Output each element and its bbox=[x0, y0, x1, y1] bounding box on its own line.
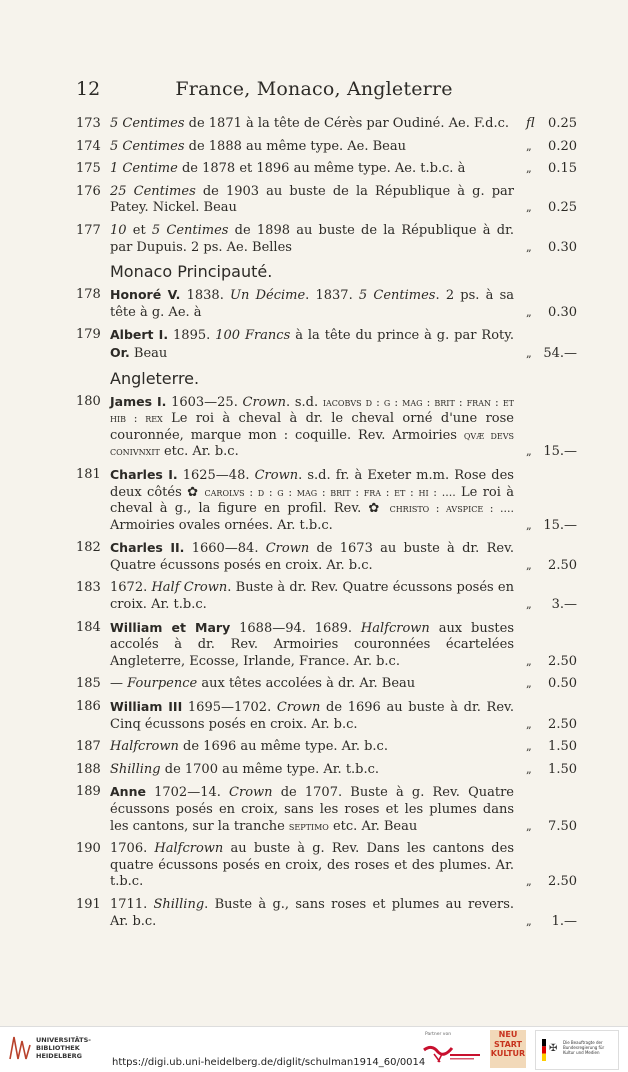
coin-denomination: Half Crown bbox=[151, 580, 228, 596]
currency-mark: „ bbox=[526, 598, 532, 612]
lot-number: 188 bbox=[76, 761, 101, 777]
description-text: christo : avspice : .... bbox=[389, 502, 514, 516]
lot-description bbox=[110, 116, 514, 133]
description-text: 1706. bbox=[110, 841, 155, 857]
lot-price: 0.50 bbox=[548, 676, 577, 692]
description-text: à la tête du prince à g. par Roty. bbox=[290, 328, 514, 344]
currency-mark: fl bbox=[526, 116, 535, 131]
description-text: aux têtes accolées à dr. Ar. Beau bbox=[197, 676, 416, 692]
currency-mark: „ bbox=[526, 819, 532, 833]
ruler-name: Anne bbox=[110, 784, 146, 800]
coin-denomination: Crown bbox=[276, 700, 321, 716]
coin-denomination: Halfcrown bbox=[154, 841, 224, 857]
coin-denomination: 5 Centimes bbox=[110, 138, 185, 154]
description-text: . s.d. fr. à Exeter m.m. Rose des deux côtés ✿ bbox=[110, 467, 514, 500]
catalog-entry bbox=[0, 116, 628, 133]
description-text: carolvs : d : g : mag : brit : fra : et : hi : .... bbox=[204, 485, 456, 499]
description-text: 1895. bbox=[168, 328, 216, 344]
lot-price: 7.50 bbox=[548, 818, 577, 834]
currency-mark: „ bbox=[526, 305, 532, 319]
description-text: 1702—14. bbox=[145, 785, 230, 801]
description-text: 1625—48. bbox=[177, 467, 255, 483]
description-text: 1660—84. bbox=[184, 541, 266, 557]
catalog-entry bbox=[0, 841, 628, 891]
coin-denomination: 5 Centimes bbox=[151, 222, 229, 238]
description-text: iacobvs d : g : mag : brit : fran : et hib : rex bbox=[110, 395, 514, 426]
lot-price: 3.— bbox=[551, 597, 577, 613]
currency-mark: „ bbox=[526, 162, 532, 176]
neustart-kultur-logo[interactable] bbox=[490, 1030, 526, 1068]
lot-price: 0.25 bbox=[548, 116, 577, 131]
ruler-name: Or. bbox=[110, 344, 130, 360]
description-text: de 1696 au même type. Ar. b.c. bbox=[178, 739, 388, 755]
lot-price: 2.50 bbox=[548, 716, 577, 732]
lot-price: 1.50 bbox=[548, 761, 577, 777]
description-text: de 1888 au même type. Ae. Beau bbox=[184, 138, 406, 154]
german-flag-icon bbox=[542, 1039, 546, 1061]
currency-mark: „ bbox=[526, 201, 532, 215]
lot-price: 1.50 bbox=[548, 739, 577, 755]
lot-number: 175 bbox=[76, 161, 101, 177]
catalog-entry bbox=[0, 184, 628, 217]
currency-mark: „ bbox=[526, 740, 532, 754]
lot-price: 2.50 bbox=[548, 653, 577, 669]
description-text: de 1700 au même type. Ar. t.b.c. bbox=[160, 761, 380, 777]
currency-mark: „ bbox=[526, 762, 532, 776]
lot-description bbox=[110, 394, 514, 461]
lot-number: 177 bbox=[76, 222, 101, 238]
currency-mark: „ bbox=[526, 445, 532, 459]
catalog-entry bbox=[0, 327, 628, 362]
description-text: Beau bbox=[129, 345, 168, 361]
description-text: de 1898 au buste de la République à dr. par Dupuis. 2 ps. Ae. Belles bbox=[110, 222, 514, 255]
catalog-entries bbox=[0, 116, 628, 936]
lot-description bbox=[110, 161, 514, 178]
coin-denomination: Un Décime bbox=[230, 288, 306, 304]
page-header bbox=[0, 78, 628, 102]
description-text: etc. Ar. Beau bbox=[328, 818, 418, 834]
lot-number: 174 bbox=[76, 138, 101, 154]
neustart-line-3: KULTUR bbox=[490, 1049, 526, 1058]
description-text: et bbox=[126, 222, 152, 238]
description-text: de 1696 au buste à dr. Rev. Cinq écussons posés en croix. Ar. b.c. bbox=[110, 700, 514, 732]
page-number: 12 bbox=[76, 78, 101, 100]
description-text: 1695—1702. bbox=[182, 700, 277, 716]
federal-government-logo[interactable] bbox=[535, 1030, 619, 1070]
catalog-entry bbox=[0, 139, 628, 156]
lot-description bbox=[110, 699, 514, 733]
description-text: de 1871 à la tête de Cérès par Oudiné. Ae. F.d.c. bbox=[184, 116, 509, 131]
description-text: Armoiries ovales ornées. Ar. t.b.c. bbox=[110, 517, 333, 533]
lot-number: 182 bbox=[76, 540, 101, 556]
coin-denomination: Shilling bbox=[110, 761, 161, 777]
coin-denomination: Crown bbox=[229, 785, 273, 801]
description-text: . 1837. bbox=[305, 288, 359, 304]
lot-number: 190 bbox=[76, 841, 101, 857]
lot-price: 0.30 bbox=[548, 304, 577, 320]
lot-description bbox=[110, 540, 514, 574]
lot-number: 185 bbox=[76, 676, 101, 692]
currency-mark: „ bbox=[526, 558, 532, 572]
description-text: 1603—25. bbox=[166, 394, 243, 410]
currency-mark: „ bbox=[526, 240, 532, 254]
description-text: etc. Ar. b.c. bbox=[159, 444, 239, 460]
lot-number: 189 bbox=[76, 784, 101, 800]
description-text: . Buste à dr. Rev. Quatre écussons posés en croix. Ar. t.b.c. bbox=[110, 580, 514, 613]
lot-price: 15.— bbox=[543, 444, 577, 460]
page-url[interactable]: https://digi.ub.uni-heidelberg.de/diglit/schulman1914_60/0014 bbox=[112, 1057, 426, 1068]
coin-denomination: 100 Francs bbox=[215, 328, 291, 344]
coin-denomination: Shilling bbox=[153, 896, 205, 912]
catalog-entry bbox=[0, 540, 628, 574]
coin-denomination: Fourpence bbox=[127, 676, 198, 692]
ruler-name: William III bbox=[110, 699, 183, 715]
ruler-name: Albert I. bbox=[110, 327, 169, 343]
catalog-entry bbox=[0, 699, 628, 733]
federal-eagle-icon: ✠ bbox=[549, 1043, 558, 1054]
section-heading: Angleterre. bbox=[110, 368, 200, 388]
ruler-name: James I. bbox=[110, 393, 167, 409]
lot-number: 186 bbox=[76, 699, 101, 715]
currency-mark: „ bbox=[526, 875, 532, 889]
lot-price: 0.20 bbox=[548, 138, 577, 154]
coin-denomination: 25 Centimes bbox=[110, 183, 196, 199]
lot-number: 184 bbox=[76, 619, 101, 635]
lot-price: 0.15 bbox=[548, 161, 577, 177]
viewer-footer bbox=[0, 1026, 628, 1072]
description-text: — bbox=[110, 676, 128, 692]
description-text: Le roi à cheval à dr. le cheval orné d'une rose couronnée, marque mon : coquille. Rev. Armoiries bbox=[110, 411, 514, 443]
catalog-entry bbox=[0, 784, 628, 835]
lot-number: 191 bbox=[76, 896, 101, 912]
lot-number: 179 bbox=[76, 327, 101, 343]
lot-description bbox=[110, 784, 514, 835]
currency-mark: „ bbox=[526, 654, 532, 668]
page-title: France, Monaco, Angleterre bbox=[175, 78, 453, 100]
ruler-name: Charles II. bbox=[110, 540, 185, 556]
coin-denomination: 5 Centimes bbox=[358, 288, 436, 304]
catalog-entry bbox=[0, 287, 628, 321]
lot-description bbox=[110, 184, 514, 217]
ruler-name: Honoré V. bbox=[110, 287, 181, 303]
catalog-entry bbox=[0, 739, 628, 756]
neustart-line-2: START bbox=[493, 1039, 523, 1049]
lot-description bbox=[110, 580, 514, 613]
lot-description bbox=[110, 139, 514, 156]
catalog-entry bbox=[0, 467, 628, 534]
catalog-entry bbox=[0, 897, 628, 930]
lot-number: 181 bbox=[76, 466, 101, 482]
lot-price: 0.30 bbox=[548, 239, 577, 255]
lot-description bbox=[110, 287, 514, 321]
lot-number: 187 bbox=[76, 739, 101, 755]
description-text: qvæ devs conivnxit bbox=[110, 428, 514, 459]
lot-price: 15.— bbox=[543, 517, 577, 533]
coin-denomination: 5 Centimes bbox=[110, 116, 185, 131]
description-text: de 1878 et 1896 au même type. Ae. t.b.c. à bbox=[177, 161, 466, 177]
lot-description bbox=[110, 841, 514, 891]
currency-mark: „ bbox=[526, 139, 532, 153]
lot-description bbox=[110, 467, 514, 534]
currency-mark: „ bbox=[526, 717, 532, 731]
coin-denomination: 10 bbox=[110, 222, 127, 238]
currency-mark: „ bbox=[526, 914, 532, 928]
lot-price: 2.50 bbox=[548, 557, 577, 573]
lot-number: 183 bbox=[76, 580, 101, 596]
university-library-logo-icon[interactable] bbox=[8, 1035, 32, 1061]
description-text: . 2 ps. à sa tête à g. Ae. à bbox=[110, 288, 514, 320]
neustart-line-1: NEU bbox=[498, 1030, 518, 1039]
description-text: de 1707. Buste à g. Rev. Quatre écussons posés en croix, sans les roses et les plumes dans les cantons, sur la tranche bbox=[110, 785, 514, 834]
coin-denomination: Halfcrown bbox=[360, 620, 430, 636]
description-text: de 1673 au buste à dr. Rev. Quatre écussons posés en croix. Ar. b.c. bbox=[110, 541, 514, 573]
description-text: . s.d. bbox=[286, 394, 323, 410]
catalog-entry bbox=[0, 161, 628, 178]
catalog-entry bbox=[0, 394, 628, 461]
description-text: aux bustes accolés à dr. Rev. Armoiries couronnées écartelées Angleterre, Ecosse, Irlande, France. Ar. b.c. bbox=[110, 620, 514, 669]
description-text: . Buste à g., sans roses et plumes au revers. Ar. b.c. bbox=[110, 896, 514, 929]
lot-price: 2.50 bbox=[548, 874, 577, 890]
currency-mark: „ bbox=[526, 677, 532, 691]
catalog-entry bbox=[0, 620, 628, 671]
lot-description bbox=[110, 223, 514, 256]
lot-description bbox=[110, 897, 514, 930]
description-text: 1711. bbox=[110, 896, 154, 912]
description-text: septimo bbox=[288, 819, 329, 833]
partner-logo-icon[interactable] bbox=[420, 1040, 482, 1064]
lot-number: 173 bbox=[76, 116, 101, 131]
library-name: UNIVERSITÄTS- BIBLIOTHEK HEIDELBERG bbox=[36, 1036, 91, 1060]
section-heading: Monaco Principauté. bbox=[110, 262, 273, 282]
bund-text: Die Beauftragte der Bundesregierung für Kultur und Medien bbox=[563, 1040, 605, 1055]
currency-mark: „ bbox=[526, 518, 532, 532]
lot-description bbox=[110, 676, 514, 693]
description-text: de 1903 au buste de la République à g. par Patey. Nickel. Beau bbox=[110, 183, 514, 216]
lot-price: 1.— bbox=[551, 913, 577, 929]
lot-description bbox=[110, 620, 514, 671]
lot-description bbox=[110, 327, 514, 362]
catalog-entry bbox=[0, 223, 628, 256]
catalog-entry bbox=[0, 762, 628, 779]
coin-denomination: 1 Centime bbox=[110, 161, 178, 177]
lot-description bbox=[110, 762, 514, 779]
coin-denomination: Halfcrown bbox=[110, 739, 179, 755]
description-text: au buste à g. Rev. Dans les cantons des quatre écussons posés en croix, des roses et des plumes. Ar. t.b.c. bbox=[110, 841, 514, 890]
coin-denomination: Crown bbox=[265, 541, 310, 557]
coin-denomination: Crown bbox=[242, 394, 287, 410]
partner-label: Partner von bbox=[425, 1032, 452, 1037]
lot-description bbox=[110, 739, 514, 756]
lot-number: 176 bbox=[76, 183, 101, 199]
lot-price: 0.25 bbox=[548, 200, 577, 216]
ruler-name: Charles I. bbox=[110, 466, 178, 482]
lot-number: 178 bbox=[76, 287, 101, 303]
coin-denomination: Crown bbox=[254, 467, 299, 483]
currency-mark: „ bbox=[526, 346, 532, 360]
description-text: 1688—94. 1689. bbox=[230, 620, 361, 636]
ruler-name: William et Mary bbox=[110, 619, 231, 635]
description-text: Le roi à cheval à g., la figure en profil. Rev. ✿ bbox=[110, 484, 514, 517]
catalog-entry bbox=[0, 580, 628, 613]
description-text: 1672. bbox=[110, 580, 152, 596]
lot-price: 54.— bbox=[543, 345, 577, 361]
description-text: 1838. bbox=[180, 288, 231, 304]
catalog-entry bbox=[0, 676, 628, 693]
lot-number: 180 bbox=[76, 393, 101, 409]
